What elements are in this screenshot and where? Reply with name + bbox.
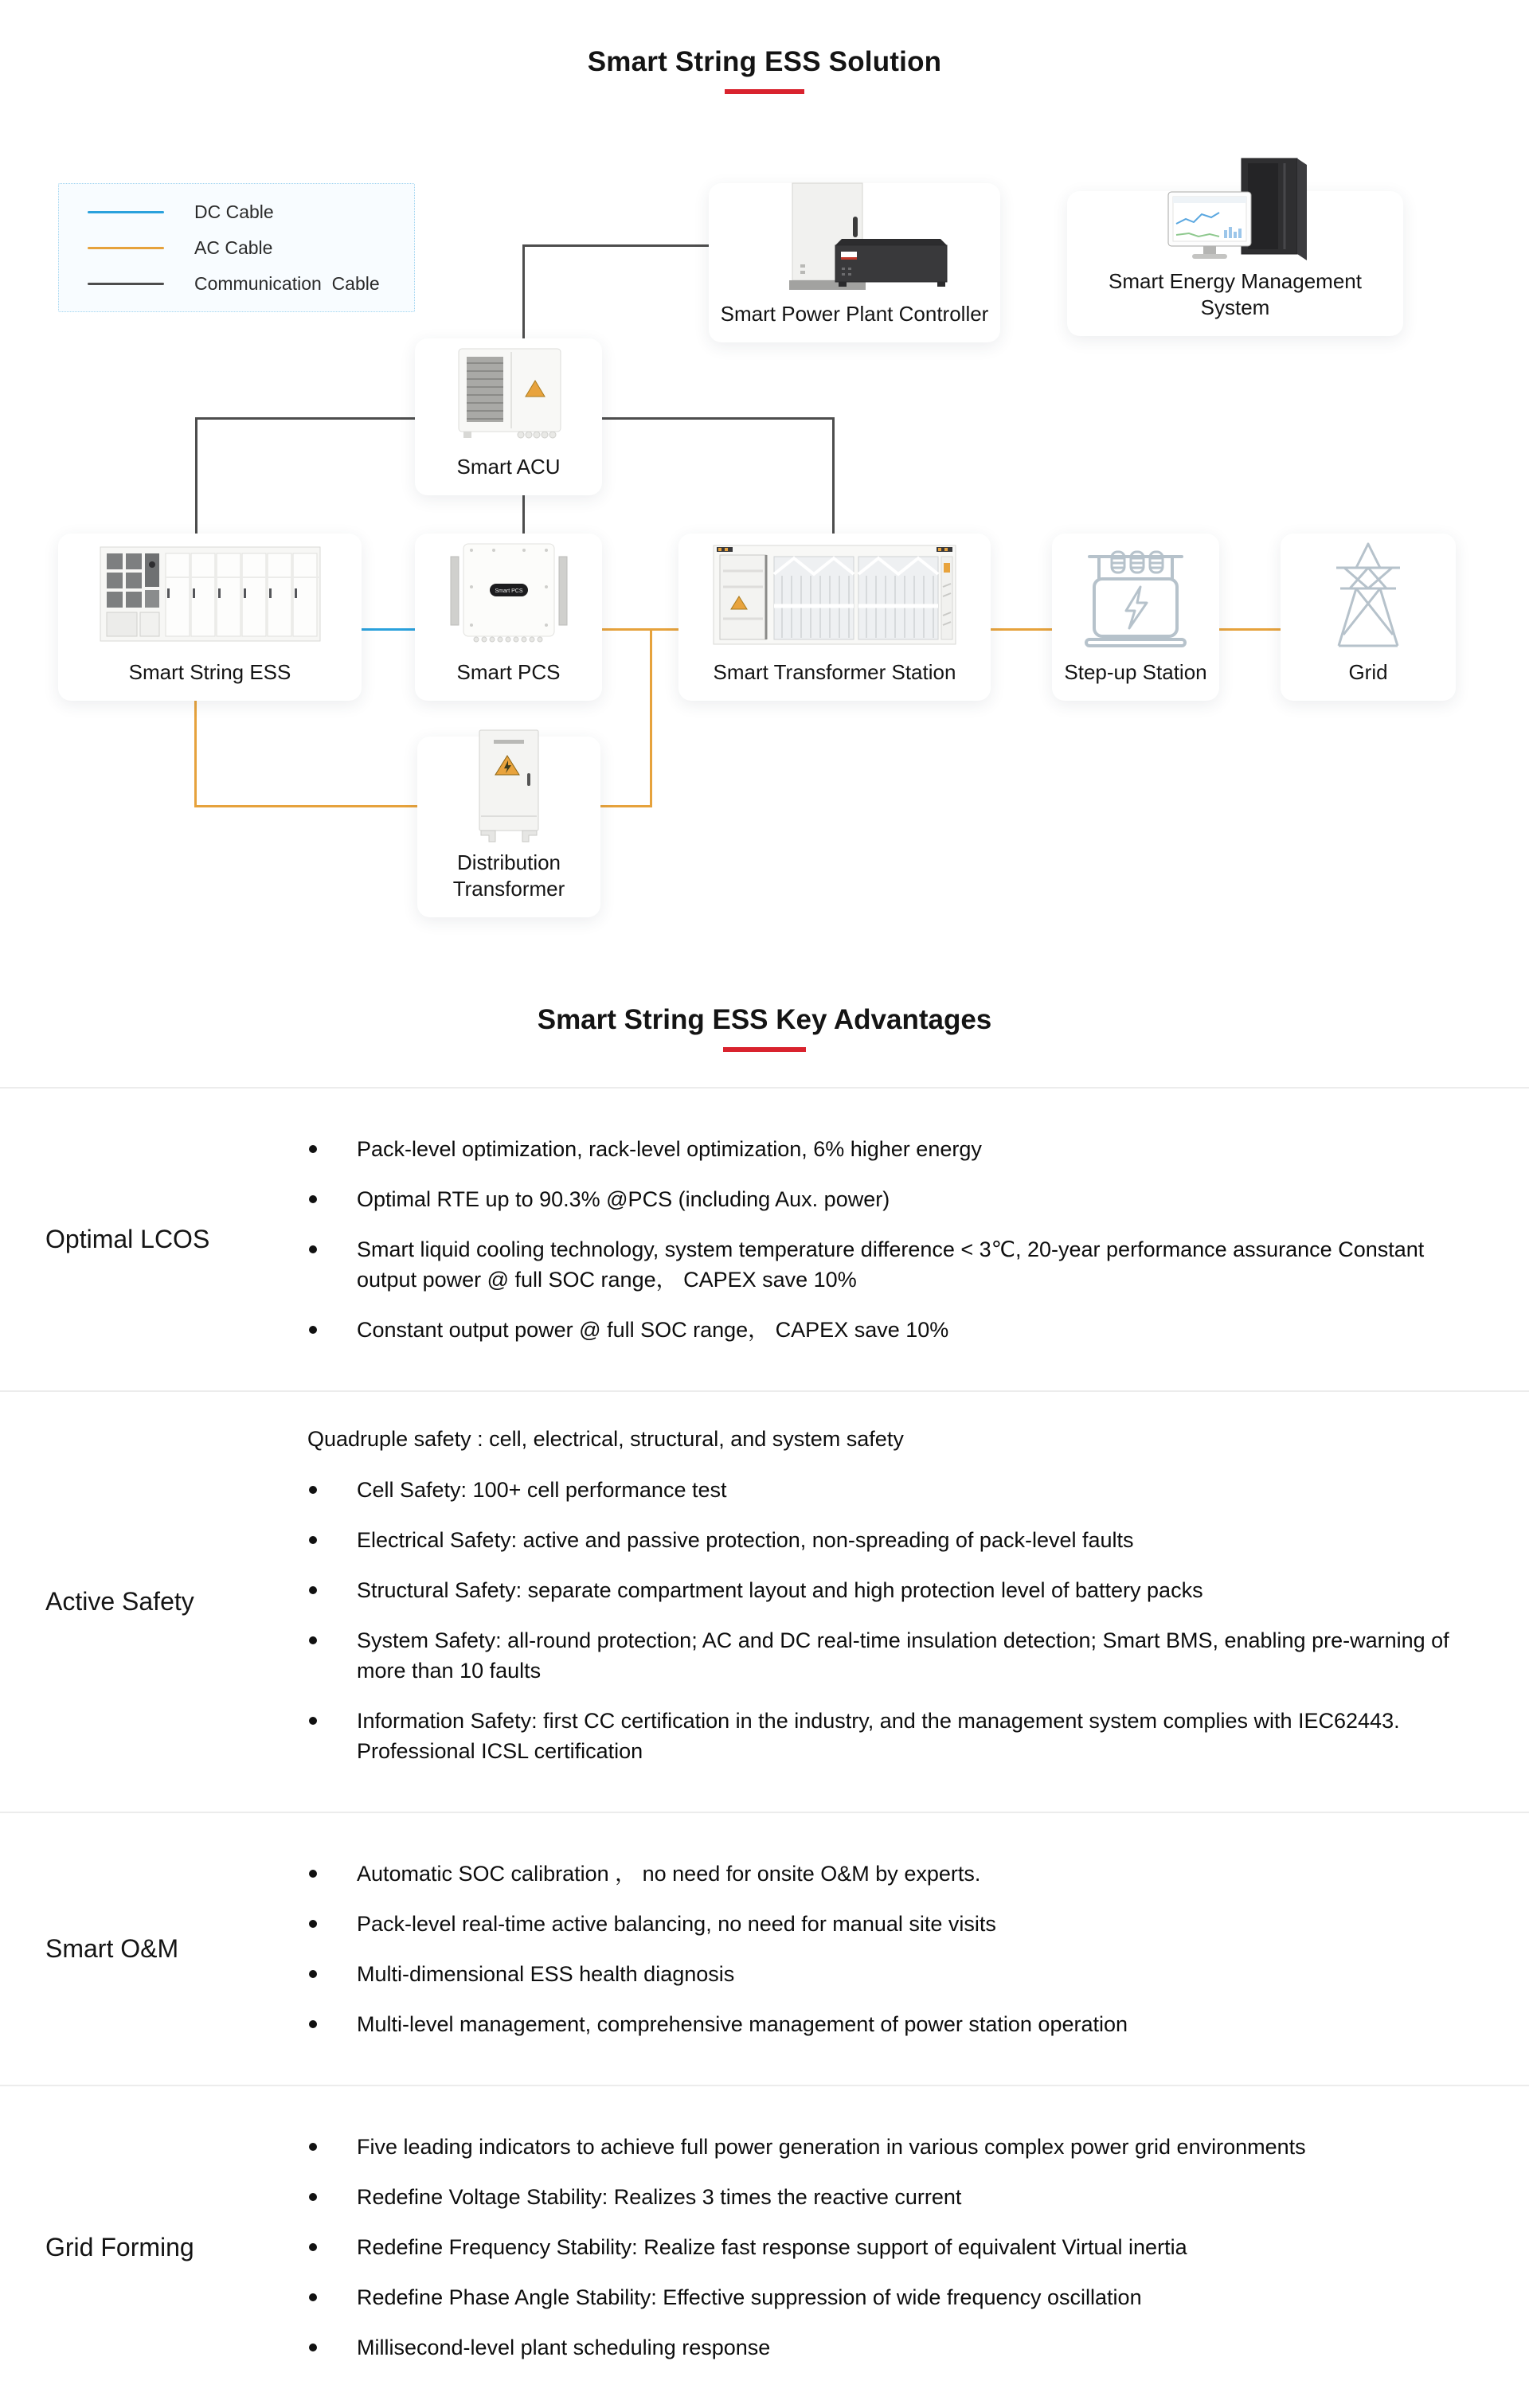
comm-line-acu-left	[195, 417, 416, 420]
section-content	[307, 1839, 1454, 2059]
dc-cable-line-ess-pcs	[360, 628, 416, 631]
legend-label: AC Cable	[194, 236, 273, 258]
comm-line-down-ess	[195, 417, 197, 534]
distribution-transformer-icon	[457, 727, 561, 846]
bullet-item: Redefine Voltage Stability: Realizes 3 times the reactive current	[307, 2182, 1454, 2212]
node-label: Smart PCS	[456, 659, 561, 684]
advantages-header	[0, 960, 1529, 1087]
step-up-station-icon	[1072, 539, 1199, 651]
bullet-item: Multi-dimensional ESS health diagnosis	[307, 1959, 1454, 1989]
node-label: Smart Energy Management System	[1109, 269, 1362, 319]
smart-acu-icon	[441, 342, 577, 446]
advantages-sections	[0, 1087, 1529, 2408]
bullet-item: Five leading indicators to achieve full power generation in various complex power grid environments	[307, 2132, 1454, 2162]
bullet-item: Constant output power @ full SOC range， CAPEX save 10%	[307, 1315, 1454, 1345]
bullet-item: Automatic SOC calibration ， no need for onsite O&M by experts.	[307, 1859, 1454, 1889]
node-smart-power-plant-controller	[709, 183, 1000, 342]
node-label: Smart ACU	[456, 454, 561, 479]
svg-text:Smart PCS: Smart PCS	[494, 588, 523, 594]
bullet-item: System Safety: all-round protection; AC and DC real-time insulation detection; Smart BMS, enabling pre-warning of more than 10 faults	[307, 1625, 1454, 1686]
section-content	[307, 1417, 1454, 1786]
energy-management-system-icon	[1148, 157, 1323, 265]
bullet-item: Information Safety: first CC certification in the industry, and the management system complies with IEC62443. Professional ICSL certification	[307, 1706, 1454, 1766]
section-content	[307, 2112, 1454, 2383]
ac-cable-line-ess-down	[194, 699, 197, 807]
smart-acu-image	[415, 338, 602, 451]
comm-line-acu-pcs	[522, 494, 525, 534]
cable-legend	[58, 183, 415, 312]
bullet-item: Redefine Frequency Stability: Realize fast response support of equivalent Virtual inertia	[307, 2232, 1454, 2262]
bullet-item: Redefine Phase Angle Stability: Effective suppression of wide frequency oscillation	[307, 2282, 1454, 2312]
ac-cable-line-stepup-grid	[1218, 628, 1281, 631]
title-underline	[725, 89, 804, 94]
bullet-item: Optimal RTE up to 90.3% @PCS (including Aux. power)	[307, 1184, 1454, 1214]
step-up-station-image	[1052, 534, 1219, 656]
node-smart-pcs	[415, 534, 602, 701]
bullet-list	[307, 1859, 1454, 2039]
node-label: Distribution Transformer	[452, 850, 565, 901]
comm-line-down-transformer	[832, 417, 835, 534]
smart-pcs-icon	[441, 539, 577, 651]
bullet-item: Multi-level management, comprehensive management of power station operation	[307, 2009, 1454, 2039]
bullet-item: Structural Safety: separate compartment layout and high protection level of battery packs	[307, 1575, 1454, 1605]
bullet-item: Smart liquid cooling technology, system temperature difference < 3℃, 20-year performance assurance Constant output power @ full SOC range， CAPEX save 10%	[307, 1234, 1454, 1295]
grid-tower-icon	[1316, 539, 1420, 651]
energy-management-system-image	[1067, 157, 1403, 265]
section-heading: Grid Forming	[45, 2232, 194, 2261]
ac-cable-line-dist-transformer-right	[599, 805, 652, 807]
legend-label: DC Cable	[194, 201, 274, 222]
ac-cable-line-sts-stepup	[989, 628, 1053, 631]
ac-cable-swatch	[88, 247, 164, 249]
ac-cable-line-up-join	[650, 628, 652, 807]
communication-cable-swatch	[88, 283, 164, 285]
section-heading: Active Safety	[45, 1587, 194, 1616]
bullet-item: Pack-level optimization, rack-level optimization, 6% higher energy	[307, 1134, 1454, 1164]
node-smart-acu	[415, 338, 602, 495]
node-smart-transformer-station	[678, 534, 991, 701]
legend-row-dc	[88, 201, 414, 223]
ac-cable-line-to-dist-transformer	[194, 805, 418, 807]
node-label: Smart String ESS	[128, 659, 291, 684]
bullet-list	[307, 2132, 1454, 2363]
bullet-item: Electrical Safety: active and passive protection, non-spreading of pack-level faults	[307, 1525, 1454, 1555]
node-smart-energy-management-system	[1067, 191, 1403, 336]
advantages-title: Smart String ESS Key Advantages	[537, 1004, 992, 1035]
legend-row-comm	[88, 273, 414, 295]
bullet-item: Cell Safety: 100+ cell performance test	[307, 1475, 1454, 1505]
section-intro: Quadruple safety : cell, electrical, structural, and system safety	[307, 1427, 904, 1451]
bullet-item: Pack-level real-time active balancing, no need for manual site visits	[307, 1909, 1454, 1939]
section-content	[307, 1114, 1454, 1365]
power-plant-controller-image	[709, 178, 1000, 298]
comm-line-acu-up	[522, 244, 525, 340]
distribution-transformer-image	[417, 727, 600, 846]
legend-label: Communication Cable	[194, 272, 380, 294]
comm-line-to-controller	[522, 244, 710, 247]
smart-pcs-image	[415, 534, 602, 656]
node-label: Smart Power Plant Controller	[720, 301, 989, 326]
node-label: Step-up Station	[1064, 659, 1207, 684]
bullet-list	[307, 1134, 1454, 1345]
page-title: Smart String ESS Solution	[587, 46, 942, 77]
smart-transformer-station-icon	[707, 539, 962, 651]
power-plant-controller-icon	[759, 178, 950, 298]
section-grid-forming	[0, 2085, 1529, 2408]
comm-line-acu-right	[600, 417, 835, 420]
node-label: Smart Transformer Station	[713, 659, 956, 684]
section-optimal-lcos	[0, 1087, 1529, 1390]
section-smart-om	[0, 1812, 1529, 2085]
dc-cable-swatch	[88, 211, 164, 213]
section-heading: Optimal LCOS	[45, 1225, 210, 1253]
node-grid	[1281, 534, 1456, 701]
node-distribution-transformer	[417, 737, 600, 917]
node-smart-string-ess	[58, 534, 362, 701]
smart-string-ess-image	[58, 534, 362, 656]
bullet-list	[307, 1475, 1454, 1766]
advantages-title-underline	[723, 1047, 806, 1052]
section-heading: Smart O&M	[45, 1934, 179, 1963]
smart-transformer-station-image	[678, 534, 991, 656]
bullet-item: Millisecond-level plant scheduling response	[307, 2332, 1454, 2363]
legend-row-ac	[88, 237, 414, 259]
node-label: Grid	[1348, 659, 1388, 684]
node-step-up-station	[1052, 534, 1219, 701]
section-active-safety	[0, 1390, 1529, 1812]
smart-string-ess-icon	[91, 539, 330, 651]
grid-image	[1281, 534, 1456, 656]
solution-diagram	[0, 0, 1529, 960]
ac-cable-line-pcs-sts	[600, 628, 679, 631]
